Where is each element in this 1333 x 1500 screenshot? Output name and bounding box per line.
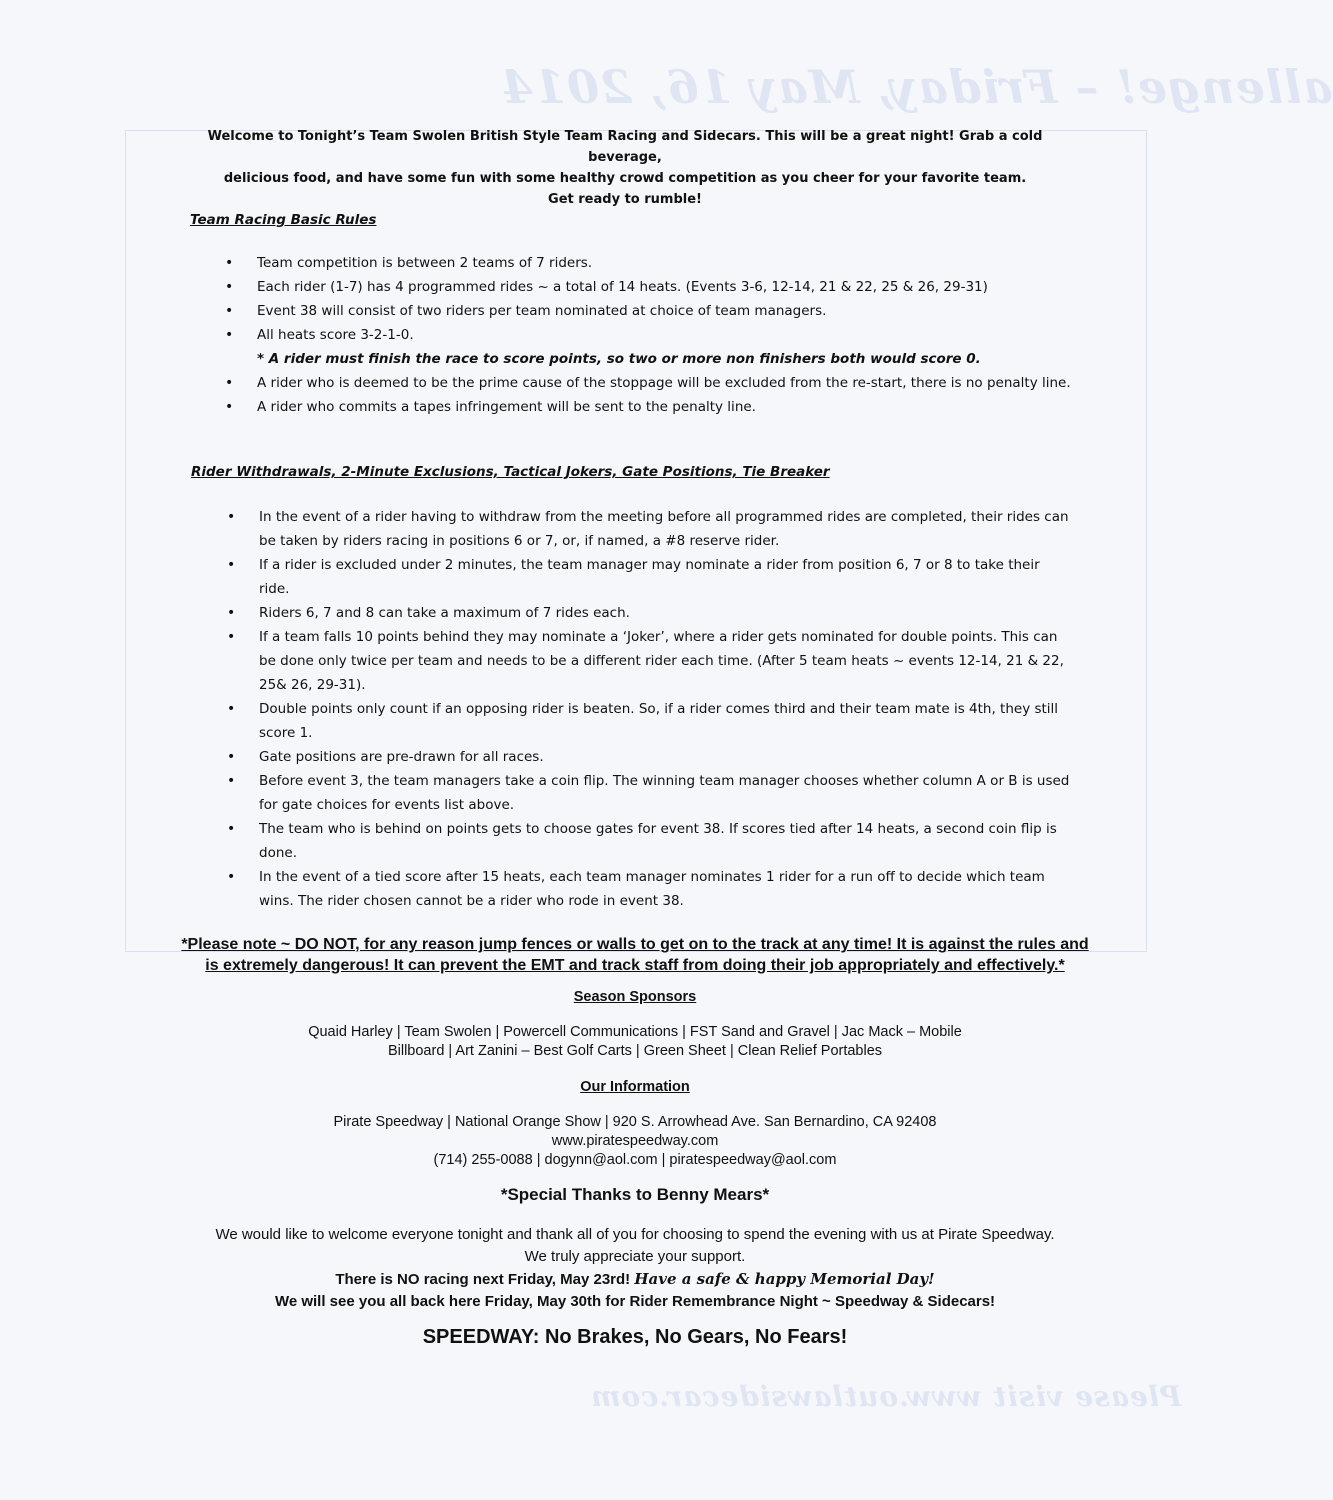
warning-line-2: is extremely dangerous! It can prevent the EMT and track staff from doing their job appropriately and effectively.* <box>205 957 1065 974</box>
see-you-line: We will see you all back here Friday, May 30th for Rider Remembrance Night ~ Speedway & Sidecars! <box>274 1293 996 1310</box>
list-item: • Riders 6, 7 and 8 can take a maximum of 7 rides each. <box>227 601 1072 625</box>
list-item: • Each rider (1-7) has 4 programmed rides ~ a total of 14 heats. (Events 3-6, 12-14, 21 & 22, 25 & 26, 29-31) <box>225 275 1075 299</box>
closing-line-2: We truly appreciate your support. <box>524 1248 746 1265</box>
sponsors-line-2: Billboard | Art Zanini – Best Golf Carts | Green Sheet | Clean Relief Portables <box>387 1043 883 1059</box>
list-item: • Event 38 will consist of two riders per team nominated at choice of team managers. <box>225 299 1075 323</box>
slogan: SPEEDWAY: No Brakes, No Gears, No Fears! <box>422 1326 848 1348</box>
finish-note: * A rider must finish the race to score points, so two or more non finishers both would score 0. <box>257 351 981 367</box>
list-item: • A rider who is deemed to be the prime cause of the stoppage will be excluded from the re-start, there is no penalty line. <box>225 371 1075 395</box>
list-item: • If a team falls 10 points behind they may nominate a ‘Joker’, where a rider gets nominated for double points. This can be done only twice per team and needs to be a different rider each time. (After 5 team heats ~ events 12-14, 21 & 22, 25& 26, 29-31). <box>227 625 1072 697</box>
sponsors-title: Season Sponsors <box>573 989 697 1005</box>
intro-line-3: Get ready to rumble! <box>548 192 702 207</box>
list-item: • Gate positions are pre-drawn for all races. <box>227 745 1072 769</box>
list-item: • In the event of a tied score after 15 heats, each team manager nominates 1 rider for a run off to decide which team wins. The rider chosen cannot be a rider who rode in event 38. <box>227 865 1072 913</box>
withdrawals-list <box>227 505 1072 913</box>
intro-line-2: delicious food, and have some fun with some healthy crowd competition as you cheer for your favorite team. <box>223 171 1027 186</box>
info-title: Our Information <box>580 1079 690 1095</box>
info-contact: (714) 255-0088 | dogynn@aol.com | piratespeedway@aol.com <box>433 1152 837 1168</box>
list-item: • The team who is behind on points gets to choose gates for event 38. If scores tied after 14 heats, a second coin flip is done. <box>227 817 1072 865</box>
intro-line-1: Welcome to Tonight’s Team Swolen British Style Team Racing and Sidecars. This will be a great night! Grab a cold beverage, <box>207 129 1043 165</box>
no-racing-text: There is NO racing next Friday, May 23rd! <box>335 1271 631 1288</box>
info-address: Pirate Speedway | National Orange Show | 920 S. Arrowhead Ave. San Bernardino, CA 92408 <box>333 1114 937 1130</box>
info-website[interactable]: www.piratespeedway.com <box>551 1133 719 1149</box>
closing-section <box>140 1224 1130 1313</box>
warning-line-1: *Please note ~ DO NOT, for any reason jump fences or walls to get on to the track at any time! It is against the rules and <box>181 936 1089 953</box>
list-item: • Double points only count if an opposing rider is beaten. So, if a rider comes third and their team mate is 4th, they still score 1. <box>227 697 1072 745</box>
closing-line-1: We would like to welcome everyone tonight and thank all of you for choosing to spend the evening with us at Pirate Speedway. <box>215 1226 1055 1243</box>
list-item: • All heats score 3-2-1-0. <box>225 323 1075 347</box>
list-item: • A rider who commits a tapes infringement will be sent to the penalty line. <box>225 395 1075 419</box>
sponsors-section <box>150 988 1120 1061</box>
welcome-intro <box>180 126 1070 210</box>
list-item: • Before event 3, the team managers take a coin flip. The winning team manager chooses whether column A or B is used for gate choices for events list above. <box>227 769 1072 817</box>
info-section <box>150 1078 1120 1170</box>
no-racing-line <box>140 1268 1130 1291</box>
list-item: • Team competition is between 2 teams of 7 riders. <box>225 251 1075 275</box>
special-thanks: *Special Thanks to Benny Mears* <box>500 1185 770 1204</box>
withdrawals-title: Rider Withdrawals, 2-Minute Exclusions, Tactical Jokers, Gate Positions, Tie Breaker <box>191 464 830 480</box>
rules-title: Team Racing Basic Rules <box>190 212 377 228</box>
safety-warning <box>140 934 1130 976</box>
list-item: • If a rider is excluded under 2 minutes, the team manager may nominate a rider from position 6, 7 or 8 to take their ride. <box>227 553 1072 601</box>
rules-list <box>225 251 1075 419</box>
bleed-through-footer: Please visit www.outlawsidecar.com <box>590 1380 1182 1413</box>
sponsors-line-1: Quaid Harley | Team Swolen | Powercell Communications | FST Sand and Gravel | Jac Mack – Mobile <box>308 1024 962 1040</box>
memorial-text: Have a safe & happy Memorial Day! <box>634 1270 935 1288</box>
bleed-through-heading: allenge! – Friday, May 16, 2014 <box>500 60 1333 114</box>
list-item: • In the event of a rider having to withdraw from the meeting before all programmed rides are completed, their rides can be taken by riders racing in positions 6 or 7, or, if named, a #8 reserve rider. <box>227 505 1072 553</box>
